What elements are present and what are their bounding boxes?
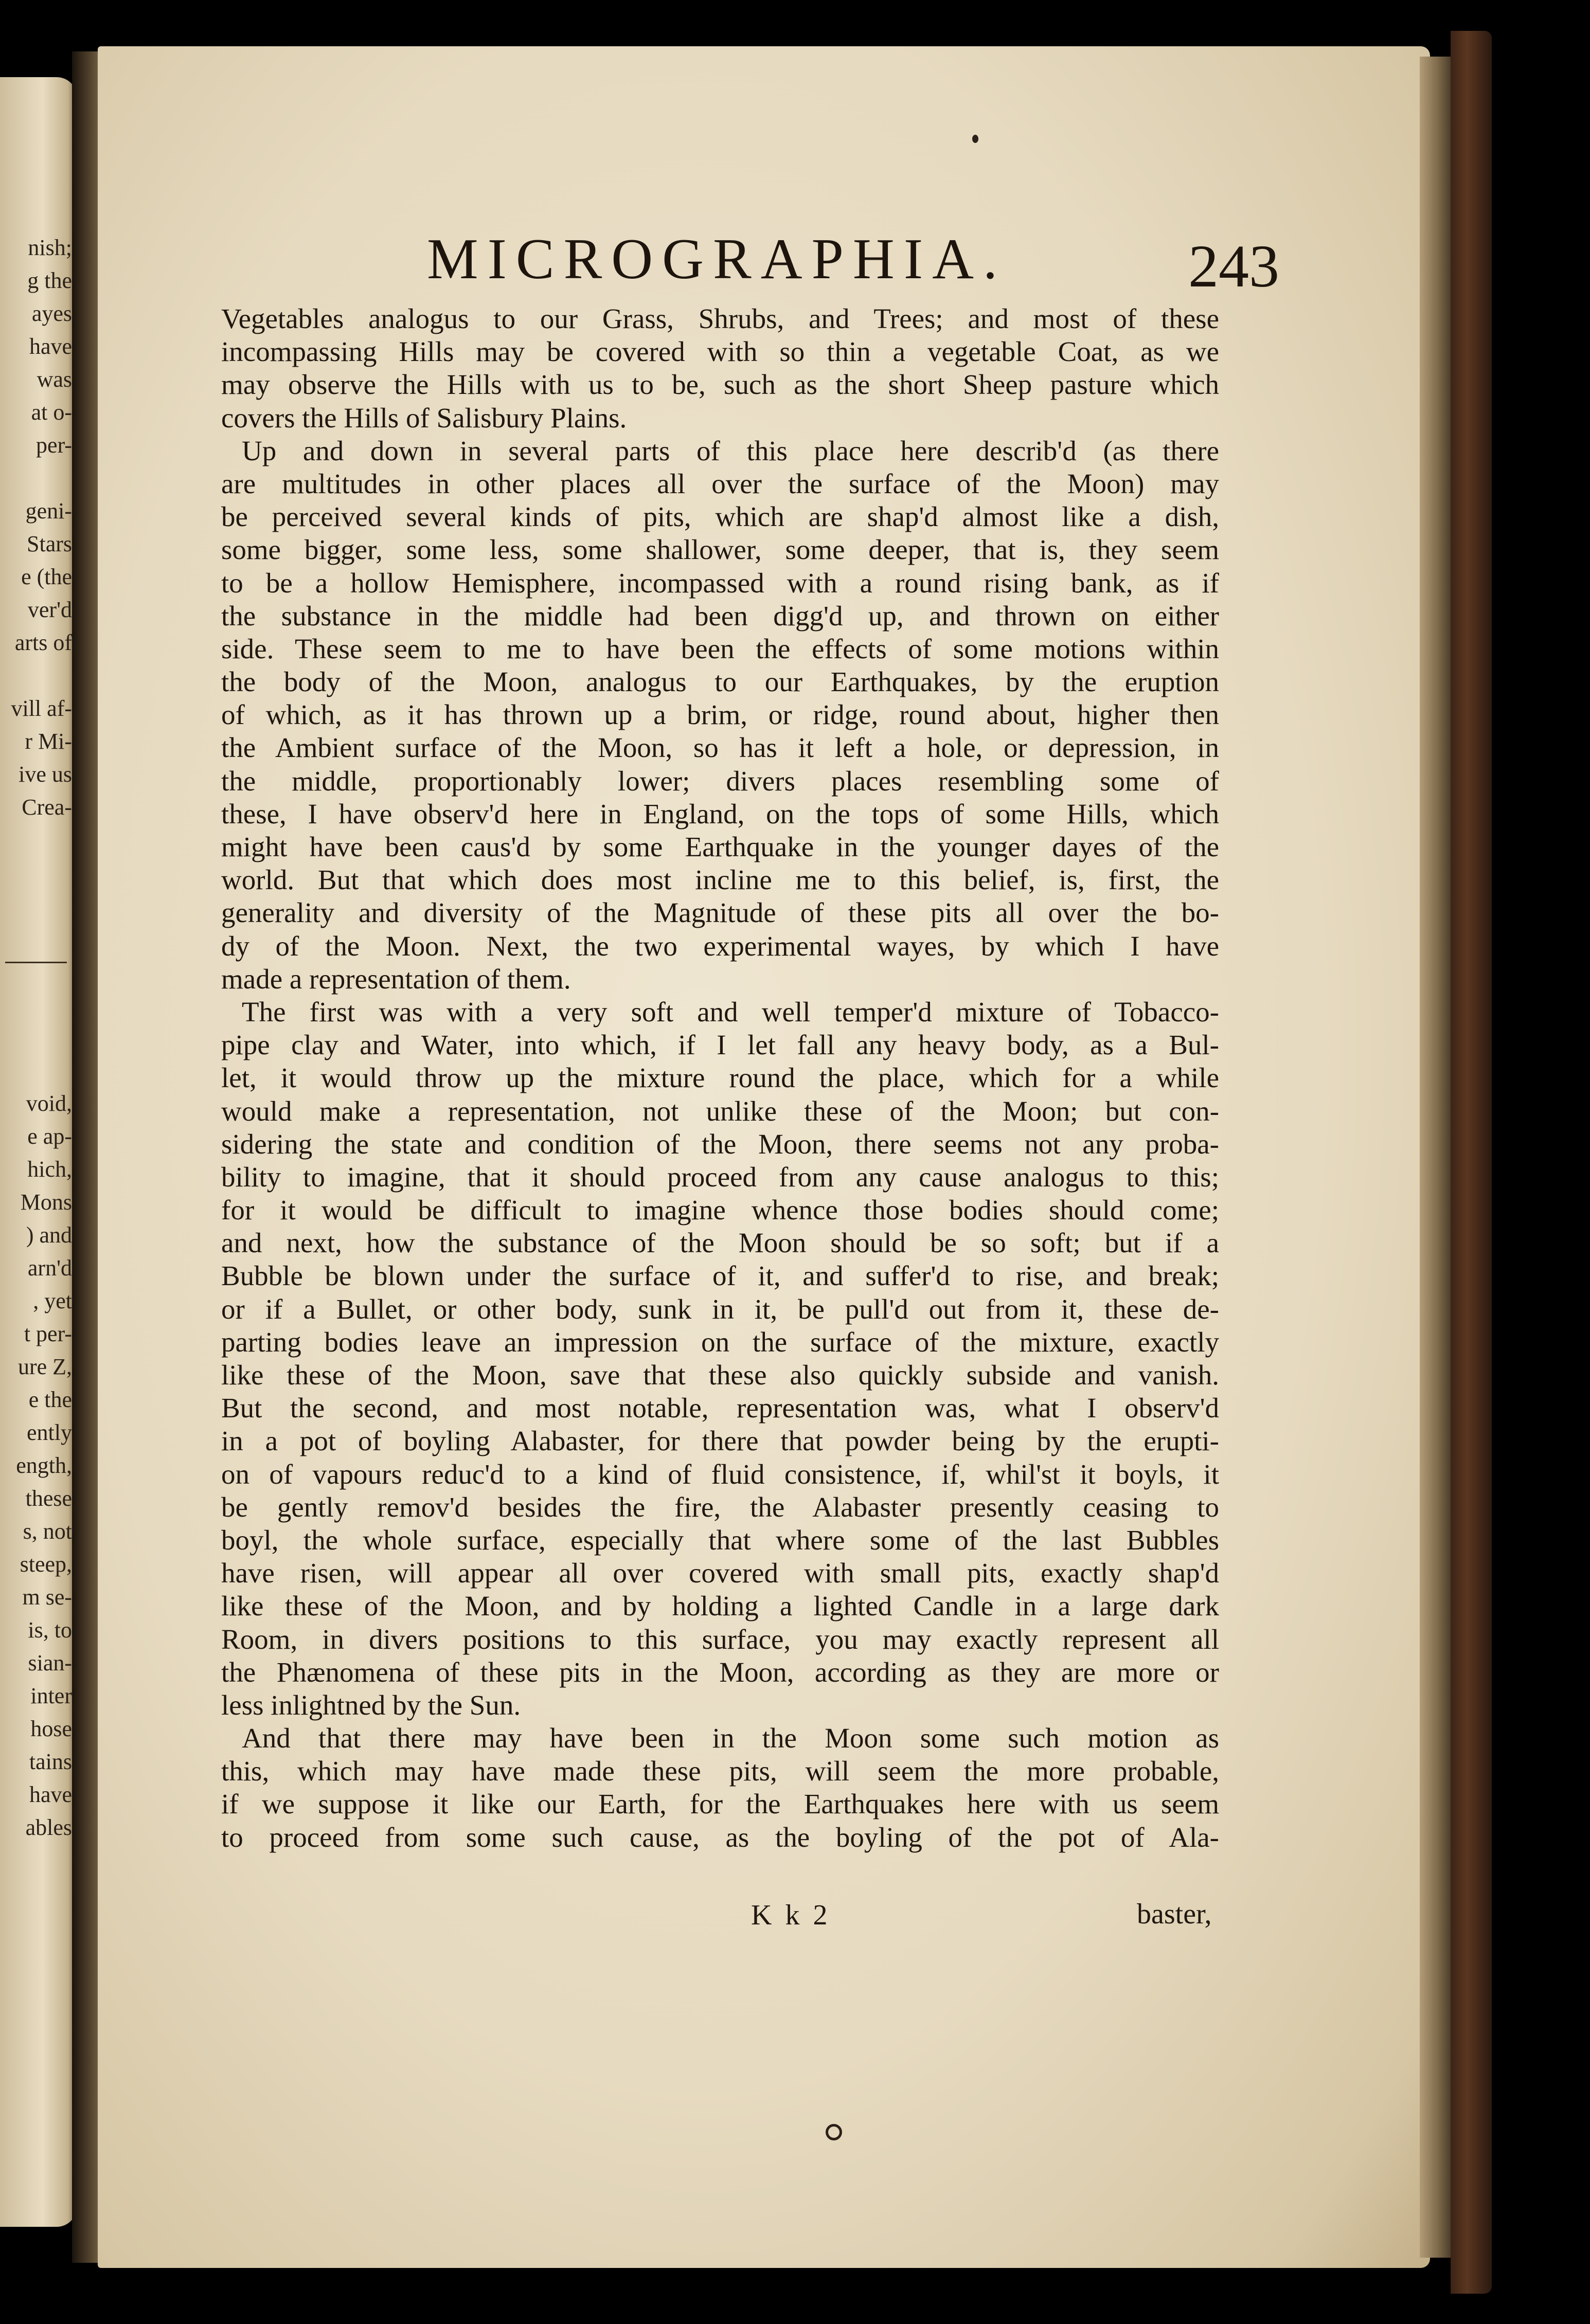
page-number: 243 bbox=[1188, 232, 1279, 300]
text-line: the Phænomena of these pits in the Moon, according as they are more or bbox=[221, 1656, 1219, 1688]
text-line: these, I have observ'd here in England, on the tops of some Hills, which bbox=[221, 798, 1219, 830]
text-line: boyl, the whole surface, especially that where some of the last Bubbles bbox=[221, 1524, 1219, 1556]
text-line: Up and down in several parts of this place here describ'd (as there bbox=[242, 435, 1219, 466]
left-margin-line: hose bbox=[30, 1716, 72, 1741]
left-margin-line: arts of bbox=[14, 630, 72, 655]
text-line: have risen, will appear all over covered with small pits, exactly shap'd bbox=[221, 1557, 1219, 1589]
text-line: The first was with a very soft and well temper'd mixture of Tobacco- bbox=[242, 996, 1219, 1028]
left-margin-line: r Mi- bbox=[25, 729, 72, 754]
text-line: to be a hollow Hemisphere, incompassed with a round rising bank, as if bbox=[221, 567, 1219, 599]
left-margin-line: ength, bbox=[16, 1453, 72, 1478]
left-margin-line: ently bbox=[27, 1420, 72, 1445]
left-margin-line: e the bbox=[28, 1387, 72, 1412]
text-line: the substance in the middle had been digg'd up, and thrown on either bbox=[221, 600, 1219, 632]
text-line: dy of the Moon. Next, the two experimental wayes, by which I have bbox=[221, 930, 1219, 962]
left-margin-line: arn'd bbox=[27, 1255, 72, 1281]
text-line: the body of the Moon, analogus to our Earthquakes, by the eruption bbox=[221, 666, 1219, 698]
ink-speck bbox=[972, 135, 978, 143]
left-margin-line: geni- bbox=[25, 498, 72, 524]
text-line: would make a representation, not unlike these of the Moon; but con- bbox=[221, 1095, 1219, 1127]
left-margin-line: ure Z, bbox=[17, 1354, 72, 1379]
left-margin-line: ) and bbox=[26, 1222, 72, 1248]
left-margin-line: inter bbox=[30, 1683, 72, 1708]
left-margin-line: these bbox=[25, 1486, 72, 1511]
text-line: be perceived several kinds of pits, which are shap'd almost like a dish, bbox=[221, 501, 1219, 533]
signature-mark: K k 2 bbox=[751, 1899, 831, 1931]
text-line: side. These seem to me to have been the effects of some motions within bbox=[221, 633, 1219, 664]
text-line: Bubble be blown under the surface of it, and suffer'd to rise, and break; bbox=[221, 1260, 1219, 1292]
left-margin-line: , yet bbox=[33, 1288, 72, 1313]
left-margin-line: was bbox=[37, 367, 72, 392]
left-margin-line: vill af- bbox=[11, 696, 72, 721]
left-margin-rule bbox=[5, 962, 67, 963]
text-line: generality and diversity of the Magnitude of these pits all over the bo- bbox=[221, 897, 1219, 929]
left-margin-line: Mons bbox=[20, 1190, 72, 1215]
left-margin-line: is, to bbox=[28, 1617, 72, 1643]
text-line: and next, how the substance of the Moon should be so soft; but if a bbox=[221, 1227, 1219, 1259]
ornament-circle bbox=[826, 2124, 842, 2140]
left-margin-line: void, bbox=[26, 1091, 72, 1116]
text-line: or if a Bullet, or other body, sunk in it, be pull'd out from it, these de- bbox=[221, 1293, 1219, 1325]
text-line: like these of the Moon, and by holding a lighted Candle in a large dark bbox=[221, 1590, 1219, 1622]
left-margin-line: t per- bbox=[24, 1321, 72, 1346]
book-cover-edge bbox=[1451, 31, 1492, 2294]
left-margin-line: Stars bbox=[27, 531, 72, 556]
left-margin-line: steep, bbox=[20, 1552, 72, 1577]
text-line: covers the Hills of Salisbury Plains. bbox=[221, 402, 627, 434]
left-margin-line: e (the bbox=[21, 564, 72, 589]
text-line: to proceed from some such cause, as the boyling of the pot of Ala- bbox=[221, 1821, 1219, 1853]
text-line: sidering the state and condition of the Moon, there seems not any proba- bbox=[221, 1128, 1219, 1160]
text-line: pipe clay and Water, into which, if I let fall any heavy body, as a Bul- bbox=[221, 1029, 1219, 1061]
text-line: the Ambient surface of the Moon, so has it left a hole, or depression, in bbox=[221, 732, 1219, 764]
text-line: Vegetables analogus to our Grass, Shrubs, and Trees; and most of these bbox=[221, 303, 1219, 334]
text-line: some bigger, some less, some shallower, some deeper, that is, they seem bbox=[221, 534, 1219, 566]
left-margin-line: at o- bbox=[31, 400, 72, 425]
left-margin-line: nish; bbox=[28, 235, 72, 260]
left-page-edge bbox=[0, 77, 77, 2227]
text-line: incompassing Hills may be covered with so thin a vegetable Coat, as we bbox=[221, 336, 1219, 368]
left-margin-line: hich, bbox=[27, 1157, 72, 1182]
left-margin-line: have bbox=[29, 334, 72, 359]
catchword: baster, bbox=[1137, 1898, 1212, 1930]
body-text bbox=[221, 302, 1219, 1854]
text-line: less inlightned by the Sun. bbox=[221, 1689, 521, 1721]
text-line: world. But that which does most incline me to this belief, is, first, the bbox=[221, 864, 1219, 896]
text-line: if we suppose it like our Earth, for the Earthquakes here with us seem bbox=[221, 1788, 1219, 1820]
left-margin-line: per- bbox=[36, 433, 72, 458]
text-line: Room, in divers positions to this surface, you may exactly represent all bbox=[221, 1623, 1219, 1655]
text-line: bility to imagine, that it should proceed from any cause analogus to this; bbox=[221, 1161, 1219, 1193]
text-line: may observe the Hills with us to be, such as the short Sheep pasture which bbox=[221, 369, 1219, 401]
text-line: are multitudes in other places all over the surface of the Moon) may bbox=[221, 467, 1219, 499]
running-title: MICROGRAPHIA. bbox=[427, 227, 1007, 291]
text-line: be gently remov'd besides the fire, the Alabaster presently ceasing to bbox=[221, 1491, 1219, 1523]
left-margin-line: tains bbox=[29, 1749, 72, 1774]
left-margin-line: sian- bbox=[28, 1650, 72, 1676]
text-line: might have been caus'd by some Earthquake in the younger dayes of the bbox=[221, 831, 1219, 862]
text-line: let, it would throw up the mixture round the place, which for a while bbox=[221, 1062, 1219, 1094]
text-line: like these of the Moon, save that these also quickly subside and vanish. bbox=[221, 1359, 1219, 1391]
text-line: for it would be difficult to imagine whence those bodies should come; bbox=[221, 1194, 1219, 1226]
text-line: in a pot of boyling Alabaster, for there that powder being by the erupti- bbox=[221, 1425, 1219, 1457]
text-line: of which, as it has thrown up a brim, or ridge, round about, higher then bbox=[221, 699, 1219, 731]
left-margin-line: have bbox=[29, 1782, 72, 1807]
left-margin-line: e ap- bbox=[27, 1124, 72, 1149]
text-line: But the second, and most notable, representation was, what I observ'd bbox=[221, 1392, 1219, 1424]
text-line: parting bodies leave an impression on the surface of the mixture, exactly bbox=[221, 1326, 1219, 1358]
left-margin-line: Crea- bbox=[22, 795, 72, 820]
left-margin-line: s, not bbox=[23, 1519, 72, 1544]
left-margin-line: g the bbox=[27, 268, 72, 293]
text-line: on of vapours reduc'd to a kind of fluid consistence, if, whil'st it boyls, it bbox=[221, 1458, 1219, 1490]
left-margin-line: ayes bbox=[31, 301, 72, 326]
text-line: made a representation of them. bbox=[221, 963, 571, 995]
left-margin-line: m se- bbox=[22, 1584, 72, 1610]
left-margin-line: ive us bbox=[19, 762, 72, 787]
text-line: this, which may have made these pits, will seem the more probable, bbox=[221, 1755, 1219, 1787]
left-margin-line: ver'd bbox=[27, 597, 72, 622]
text-line: And that there may have been in the Moon some such motion as bbox=[242, 1722, 1219, 1754]
text-line: the middle, proportionably lower; divers places resembling some of bbox=[221, 765, 1219, 797]
left-margin-line: ables bbox=[25, 1815, 72, 1840]
